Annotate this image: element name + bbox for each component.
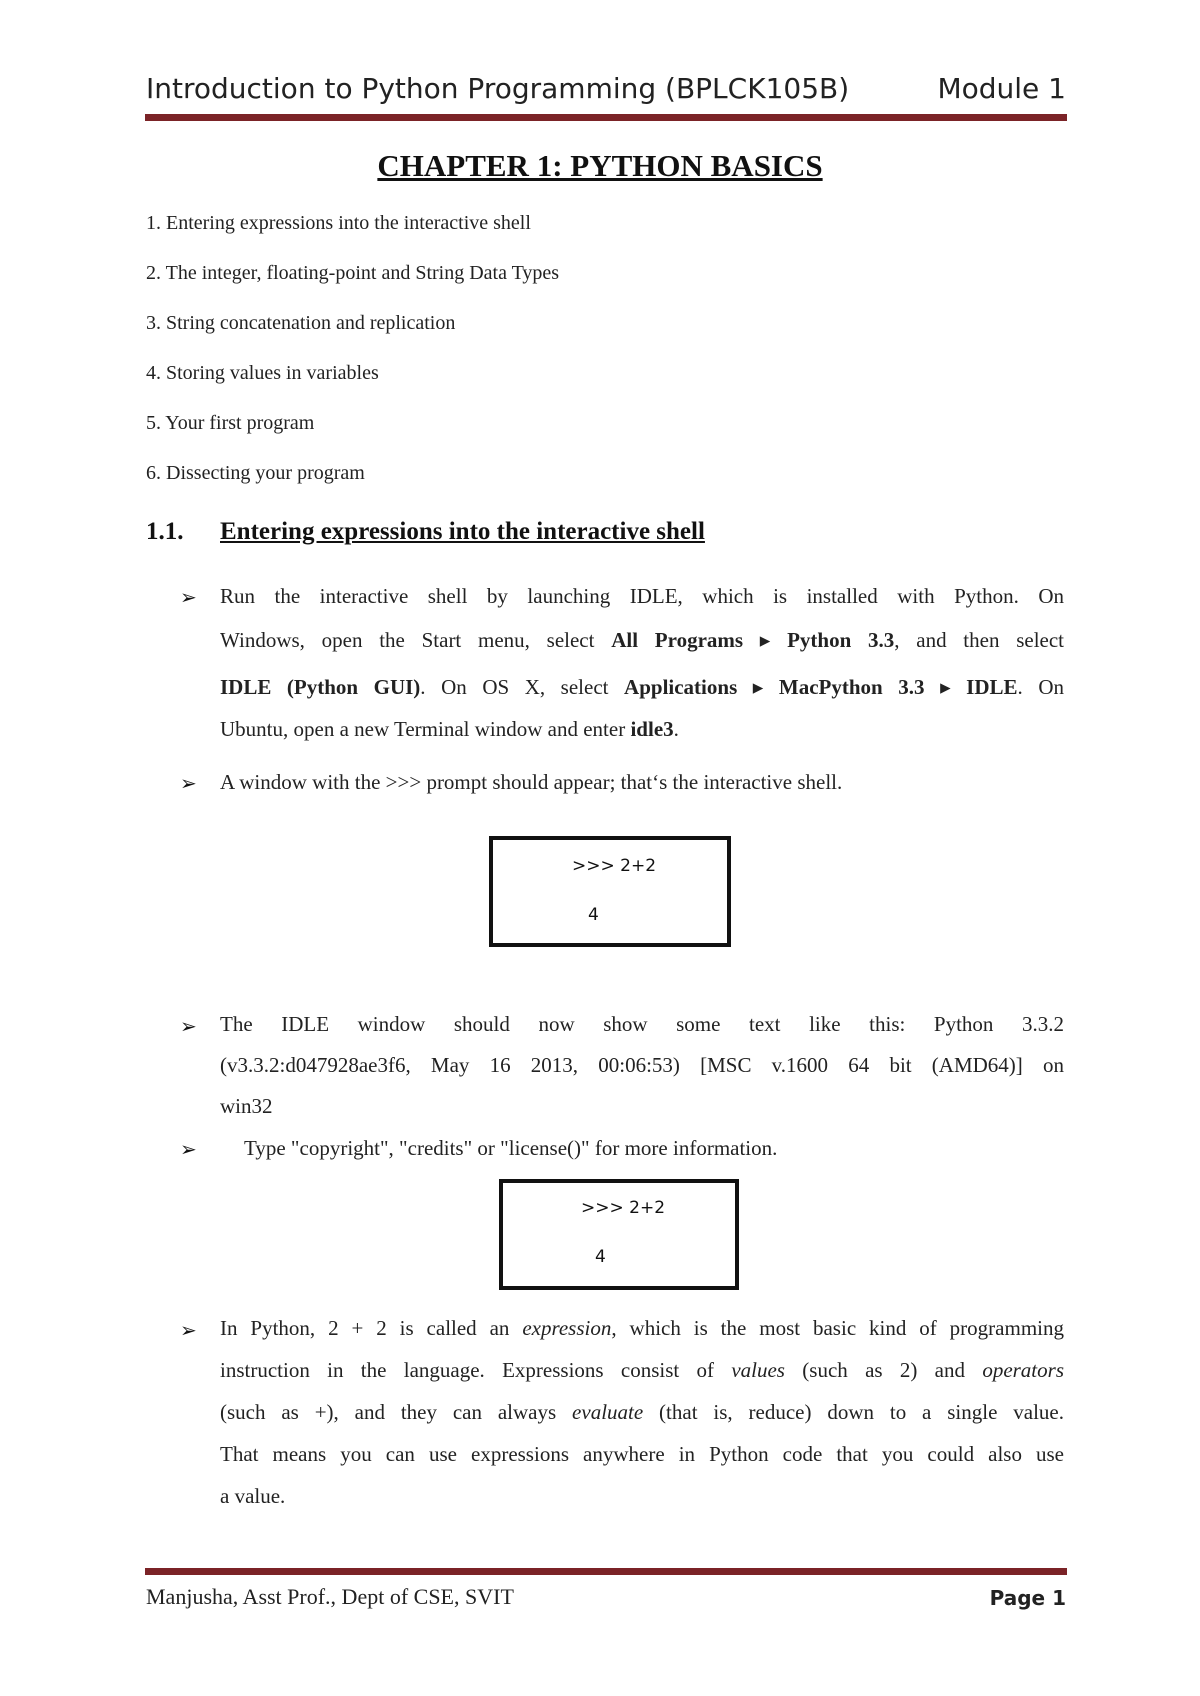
text-run: Windows, open the Start menu, select [220, 628, 612, 652]
text-run: (such as 2) and [784, 1358, 983, 1382]
bullet-idle-window-text [220, 1012, 1064, 1137]
command-name: idle3 [630, 717, 674, 741]
text-run: . On [1017, 675, 1064, 699]
text-run: . On OS X, select [420, 675, 625, 699]
course-title: Introduction to Python Programming (BPLCK105B) [146, 72, 850, 105]
bullet-line: That means you can use expressions anywhere in Python code that you could also use [220, 1442, 1064, 1466]
bullet-prompt-window [220, 770, 1064, 813]
shell-prompt: >>> 2+2 [581, 1198, 666, 1218]
topic-item: 3. String concatenation and replication [146, 312, 456, 334]
bullet-line [220, 1358, 1064, 1400]
topic-item: 6. Dissecting your program [146, 462, 365, 484]
text-run: (that is, reduce) down to a single value. [643, 1400, 1064, 1424]
term-emphasis: evaluate [572, 1400, 644, 1424]
shell-prompt: >>> 2+2 [572, 856, 657, 876]
bullet-launch-idle [220, 584, 1064, 760]
section-heading [146, 518, 705, 546]
text-run: (such as +), and they can always [220, 1400, 573, 1424]
bullet-arrow-icon: ➢ [180, 1318, 197, 1342]
text-run: instruction in the language. Expressions consist of [220, 1358, 732, 1382]
code-example-box [499, 1179, 739, 1290]
topic-item: 5. Your first program [146, 412, 315, 434]
menu-path: Applications ▸ MacPython 3.3 ▸ IDLE [624, 675, 1018, 699]
bullet-line: Run the interactive shell by launching IDLE, which is installed with Python. On [220, 584, 1064, 608]
page-number: Page 1 [989, 1586, 1066, 1610]
text-run: , which is the most basic kind of programming [611, 1316, 1064, 1340]
bullet-line: win32 [220, 1094, 273, 1118]
term-emphasis: expression [522, 1316, 612, 1340]
text-run: . [673, 717, 679, 741]
term-emphasis: values [731, 1358, 785, 1382]
bullet-line [220, 627, 1064, 670]
shell-result: 4 [588, 905, 599, 925]
bullet-line [220, 717, 1064, 760]
page-header [146, 72, 1066, 112]
bullet-line [220, 1316, 1064, 1358]
menu-path: All Programs ▸ Python 3.3 [611, 628, 895, 652]
section-title: Entering expressions into the interactive shell [220, 518, 705, 545]
bullet-arrow-icon: ➢ [180, 1014, 197, 1038]
topic-item: 4. Storing values in variables [146, 362, 379, 384]
topic-item: 2. The integer, floating-point and String Data Types [146, 262, 560, 284]
menu-path: IDLE (Python GUI) [220, 675, 421, 699]
section-number: 1.1. [146, 518, 184, 545]
shell-result: 4 [595, 1247, 606, 1267]
term-emphasis: operators [982, 1358, 1064, 1382]
footer-rule [145, 1568, 1067, 1575]
header-rule [145, 114, 1067, 121]
text-run: In Python, 2 + 2 is called an [220, 1316, 523, 1340]
bullet-arrow-icon: ➢ [180, 1137, 197, 1161]
module-label: Module 1 [937, 72, 1066, 105]
bullet-line: Type "copyright", "credits" or "license()" for more information. [244, 1136, 778, 1160]
bullet-line: a value. [220, 1484, 286, 1508]
bullet-arrow-icon: ➢ [180, 585, 197, 609]
bullet-copyright-info [244, 1136, 1064, 1179]
bullet-line [220, 1400, 1064, 1442]
text-run: Ubuntu, open a new Terminal window and enter [220, 717, 631, 741]
footer-author: Manjusha, Asst Prof., Dept of CSE, SVIT [146, 1584, 514, 1609]
bullet-line: The IDLE window should now show some text like this: Python 3.3.2 [220, 1012, 1064, 1036]
bullet-line: A window with the >>> prompt should appear; that‘s the interactive shell. [220, 770, 843, 794]
bullet-expression-definition [220, 1316, 1064, 1527]
bullet-arrow-icon: ➢ [180, 771, 197, 795]
bullet-line [220, 674, 1064, 717]
bullet-line: (v3.3.2:d047928ae3f6, May 16 2013, 00:06:53) [MSC v.1600 64 bit (AMD64)] on [220, 1053, 1064, 1077]
chapter-title: CHAPTER 1: PYTHON BASICS [377, 148, 823, 183]
code-example-box [489, 836, 731, 947]
text-run: , and then select [894, 628, 1065, 652]
topic-item: 1. Entering expressions into the interactive shell [146, 212, 531, 234]
